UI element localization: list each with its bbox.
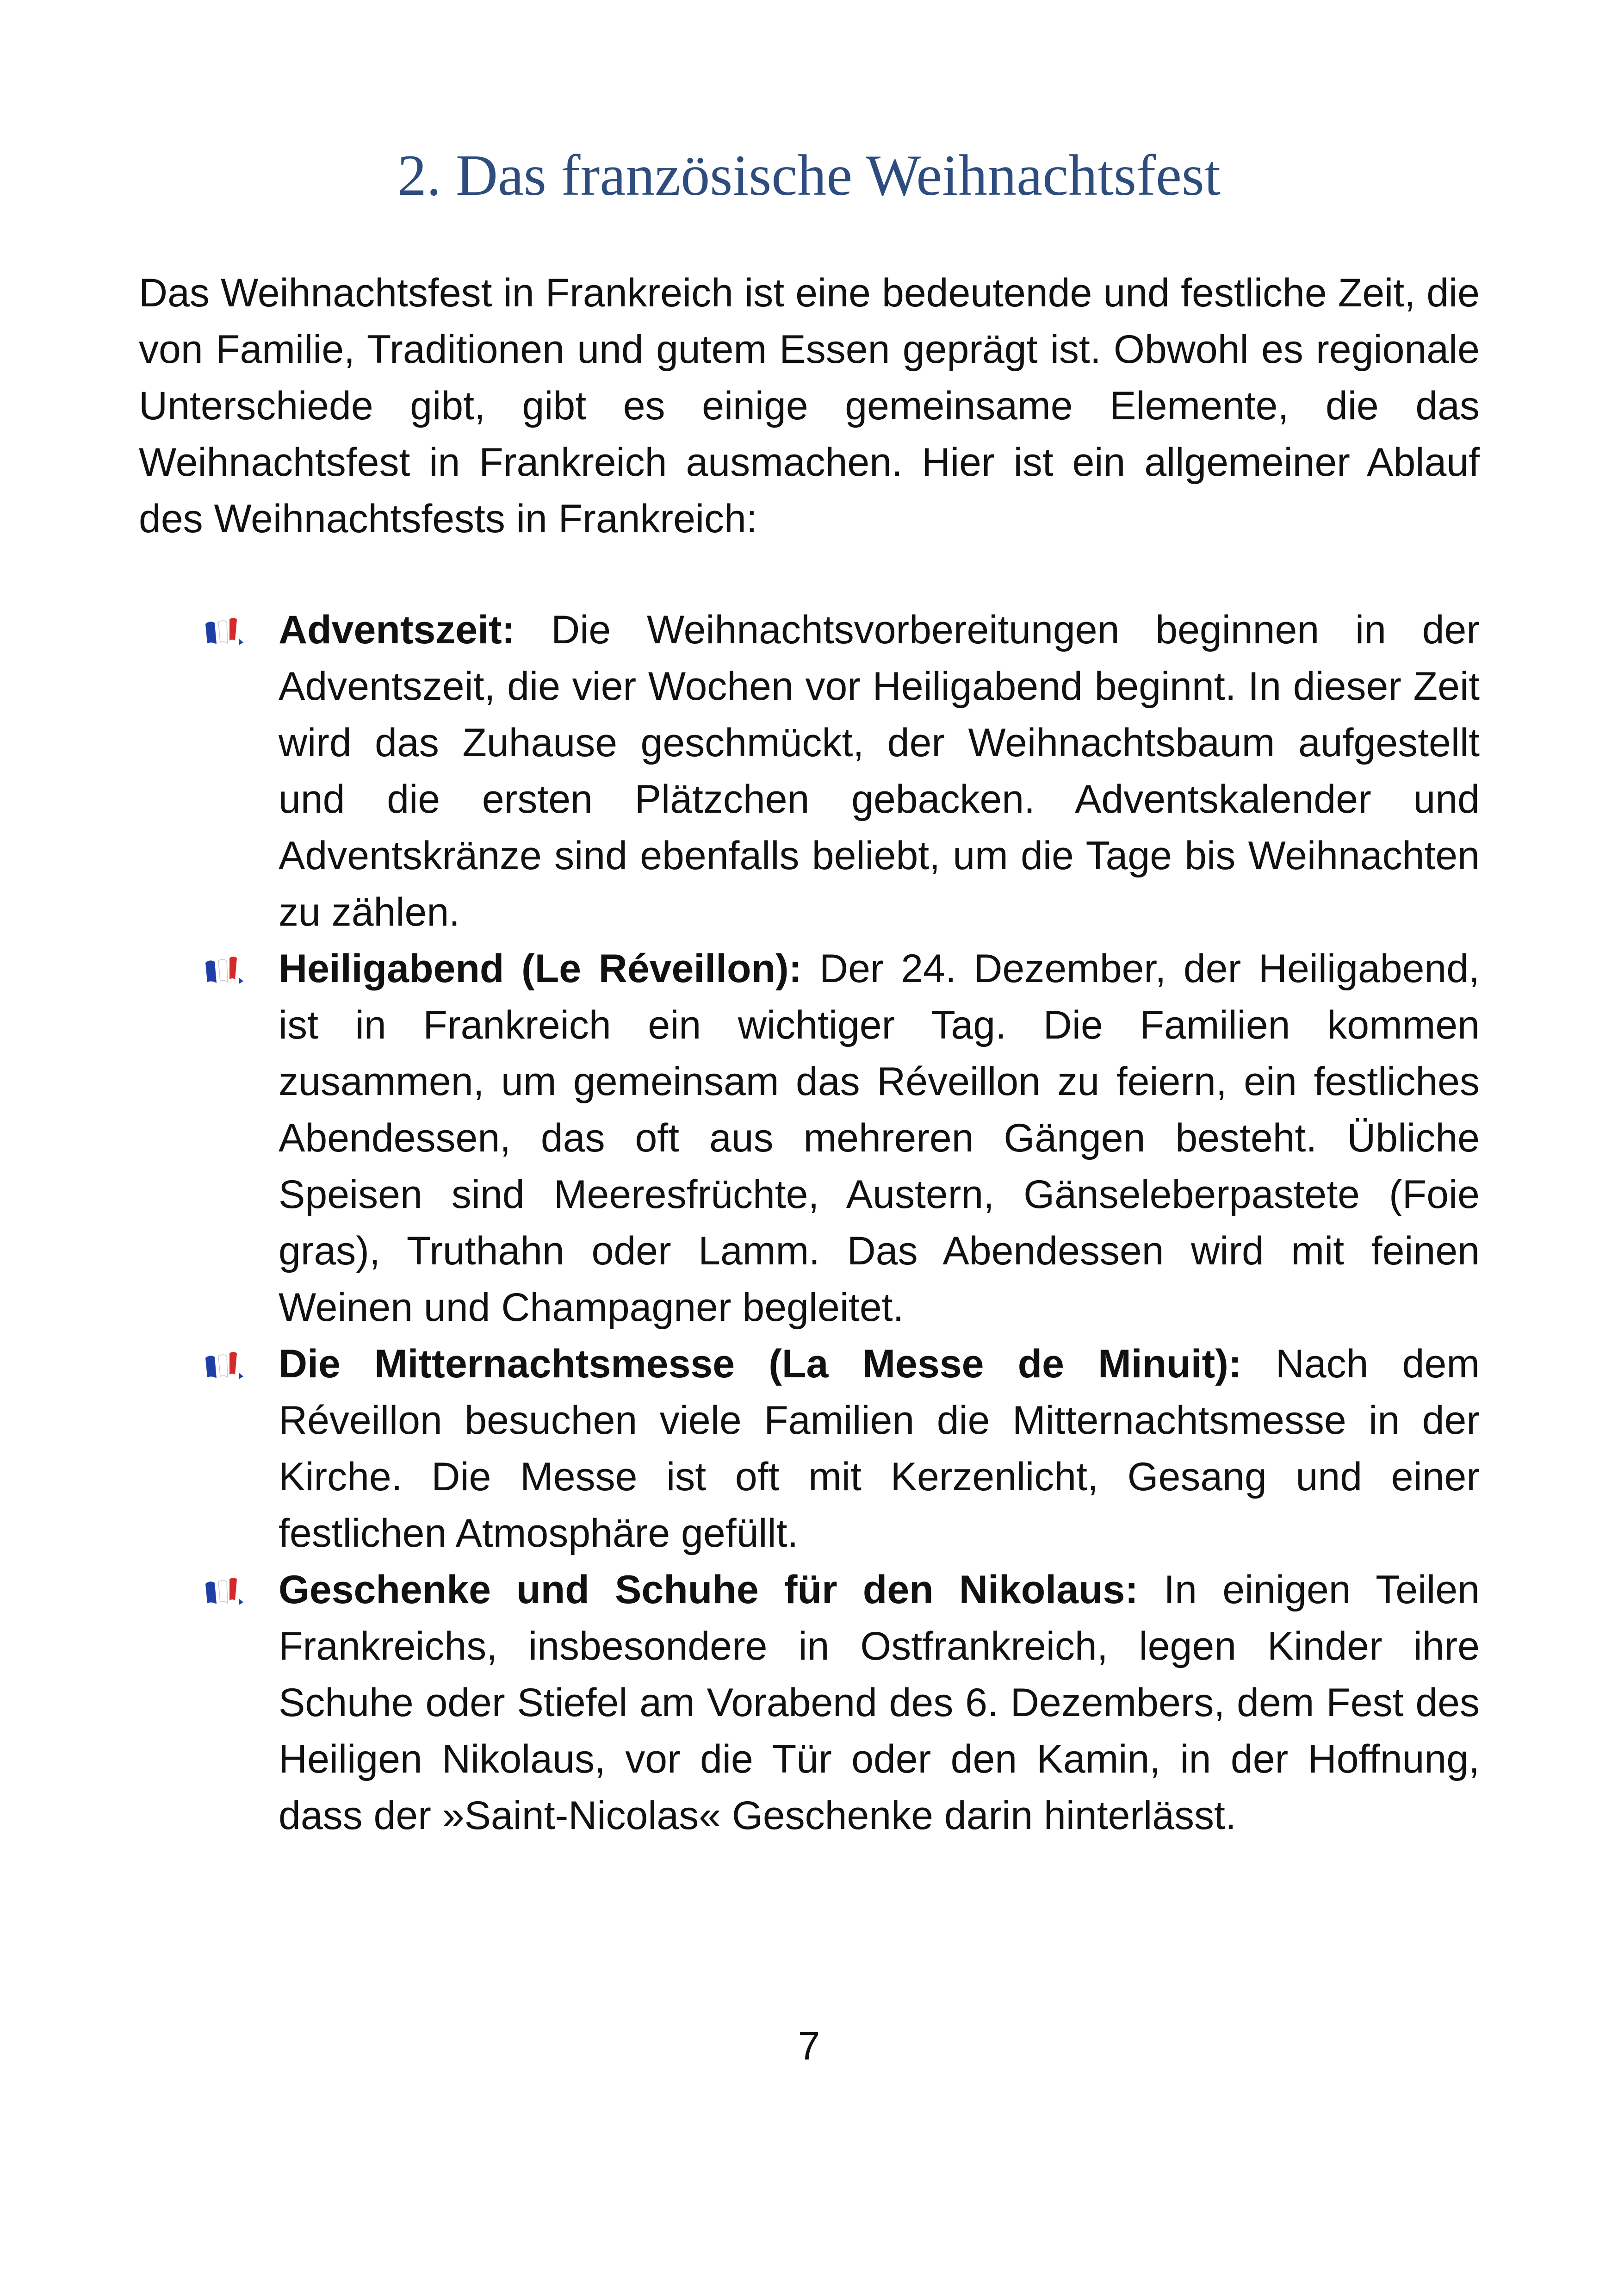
- bullet-term: Die Mitternachtsmesse (La Messe de Minuit):: [279, 1342, 1242, 1386]
- intro-paragraph: Das Weihnachtsfest in Frankreich ist eine bedeutende und festliche Zeit, die von Familie, Traditionen und gutem Essen geprägt ist. Obwohl es regionale Unterschiede gibt, gibt es einige gemeinsame Elemente, die das Weihnachtsfest in Frankreich ausmachen. Hier ist ein allgemeiner Ablauf des Weihnachtsfests in Frankreich:: [139, 271, 1480, 541]
- page-number: 7: [798, 2024, 820, 2068]
- french-flag-bullet-icon: [205, 616, 251, 646]
- list-item: [139, 602, 1480, 940]
- bullet-term: Heiligabend (Le Réveillon):: [279, 946, 802, 991]
- bullet-text: In einigen Teilen Frankreichs, insbesondere in Ostfrankreich, legen Kinder ihre Schuhe oder Stiefel am Vorabend des 6. Dezembers, dem Fest des Heiligen Nikolaus, vor die Tür oder den Kamin, in der Hoffnung, dass der »Saint-Nicolas« Geschenke darin hinterlässt.: [279, 1568, 1480, 1838]
- bullet-text: Der 24. Dezember, der Heiligabend, ist in Frankreich ein wichtiger Tag. Die Familien kommen zusammen, um gemeinsam das Réveillon zu feiern, ein festliches Abendessen, das oft aus mehreren Gängen besteht. Übliche Speisen sind Meeresfrüchte, Austern, Gänseleberpastete (Foie gras), Truthahn oder Lamm. Das Abendessen wird mit feinen Weinen und Champagner begleitet.: [279, 946, 1480, 1330]
- bullet-term: Geschenke und Schuhe für den Nikolaus:: [279, 1568, 1139, 1612]
- page-title: 2. Das französische Weihnachtsfest: [397, 143, 1221, 208]
- list-item: [139, 1562, 1480, 1844]
- french-flag-bullet-icon: [205, 1350, 251, 1380]
- list-item: [139, 1336, 1480, 1562]
- bullet-term: Adventszeit:: [279, 608, 515, 652]
- bullet-list: [139, 602, 1480, 1844]
- french-flag-bullet-icon: [205, 1575, 251, 1606]
- french-flag-bullet-icon: [205, 954, 251, 985]
- bullet-text: Nach dem Réveillon besuchen viele Familien die Mitternachtsmesse in der Kirche. Die Messe ist oft mit Kerzenlicht, Gesang und einer festlichen Atmosphäre gefüllt.: [279, 1342, 1480, 1556]
- list-item: [139, 940, 1480, 1336]
- bullet-text: Die Weihnachtsvorbereitungen beginnen in der Adventszeit, die vier Wochen vor Heiligabend beginnt. In dieser Zeit wird das Zuhause geschmückt, der Weihnachtsbaum aufgestellt und die ersten Plätzchen gebacken. Adventskalender und Adventskränze sind ebenfalls beliebt, um die Tage bis Weihnachten zu zählen.: [279, 608, 1480, 934]
